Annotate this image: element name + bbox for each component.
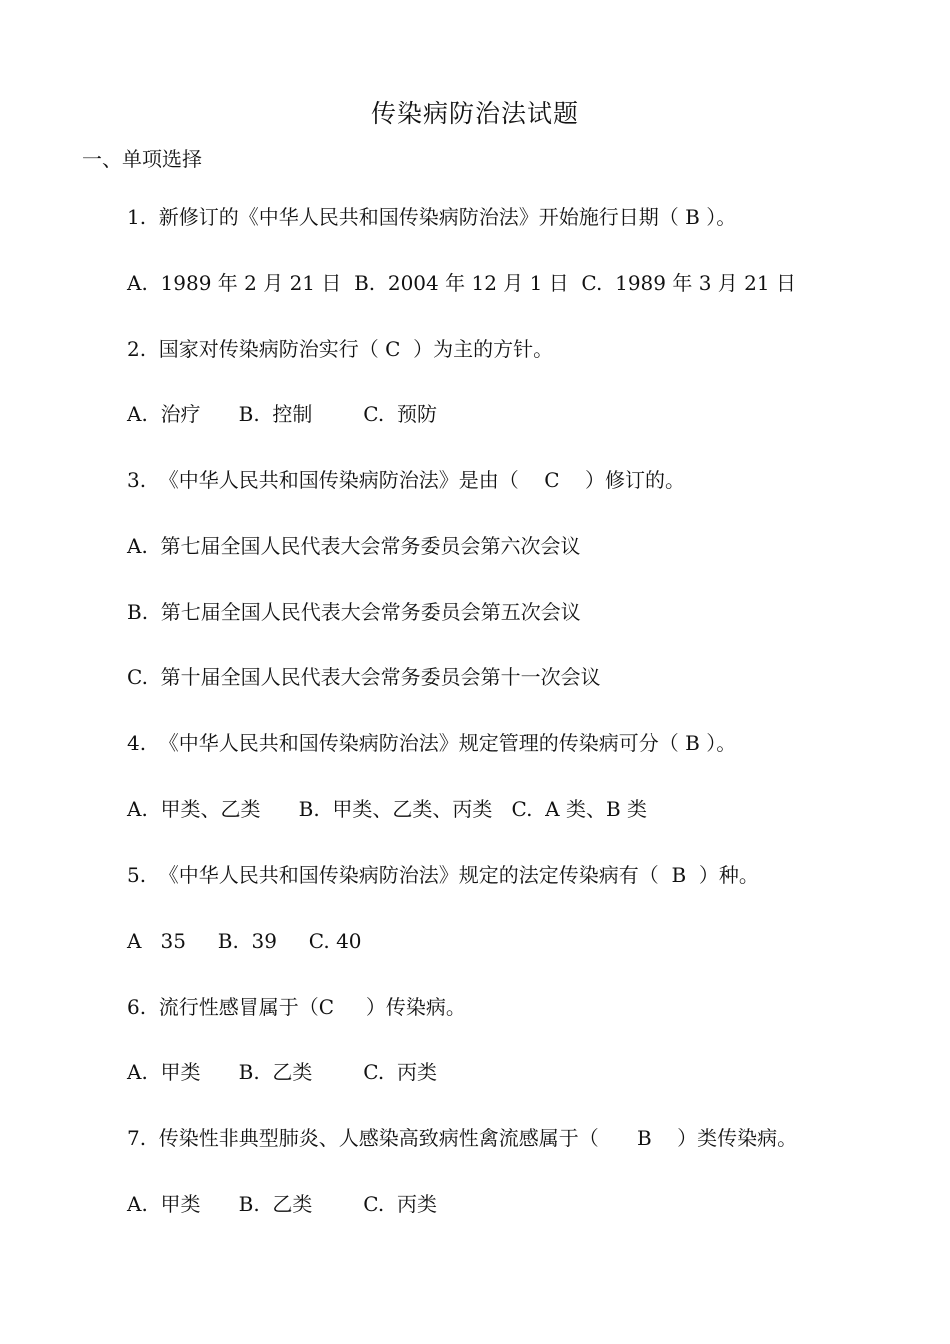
question-3-option-c: C. 第十届全国人民代表大会常务委员会第十一次会议 <box>127 665 601 689</box>
question-3-option-b: B. 第七届全国人民代表大会常务委员会第五次会议 <box>127 600 581 624</box>
question-5-options: A 35 B. 39 C. 40 <box>127 929 362 953</box>
question-7: 7. 传染性非典型肺炎、人感染高致病性禽流感属于（ B ）类传染病。 <box>127 1126 798 1150</box>
question-2: 2. 国家对传染病防治实行（ C ）为主的方针。 <box>127 337 554 361</box>
question-7-options: A. 甲类 B. 乙类 C. 丙类 <box>127 1192 437 1216</box>
question-6-options: A. 甲类 B. 乙类 C. 丙类 <box>127 1060 437 1084</box>
document-title: 传染病防治法试题 <box>370 99 579 128</box>
question-3-option-a: A. 第七届全国人民代表大会常务委员会第六次会议 <box>127 534 581 558</box>
question-4: 4. 《中华人民共和国传染病防治法》规定管理的传染病可分（ B ）。 <box>127 731 737 755</box>
question-1: 1. 新修订的《中华人民共和国传染病防治法》开始施行日期（ B ）。 <box>127 205 737 229</box>
question-4-options: A. 甲类、乙类 B. 甲类、乙类、丙类 C. A 类、B 类 <box>127 797 648 821</box>
question-1-options: A. 1989 年 2 月 21 日 B. 2004 年 12 月 1 日 C. 1989 年 3 月 21 日 <box>127 271 796 295</box>
question-5: 5. 《中华人民共和国传染病防治法》规定的法定传染病有（ B ）种。 <box>127 863 759 887</box>
question-6: 6. 流行性感冒属于（C ）传染病。 <box>127 995 466 1019</box>
question-3: 3. 《中华人民共和国传染病防治法》是由（ C ）修订的。 <box>127 468 685 492</box>
section-heading: 一、单项选择 <box>82 147 202 171</box>
question-2-options: A. 治疗 B. 控制 C. 预防 <box>127 402 437 426</box>
